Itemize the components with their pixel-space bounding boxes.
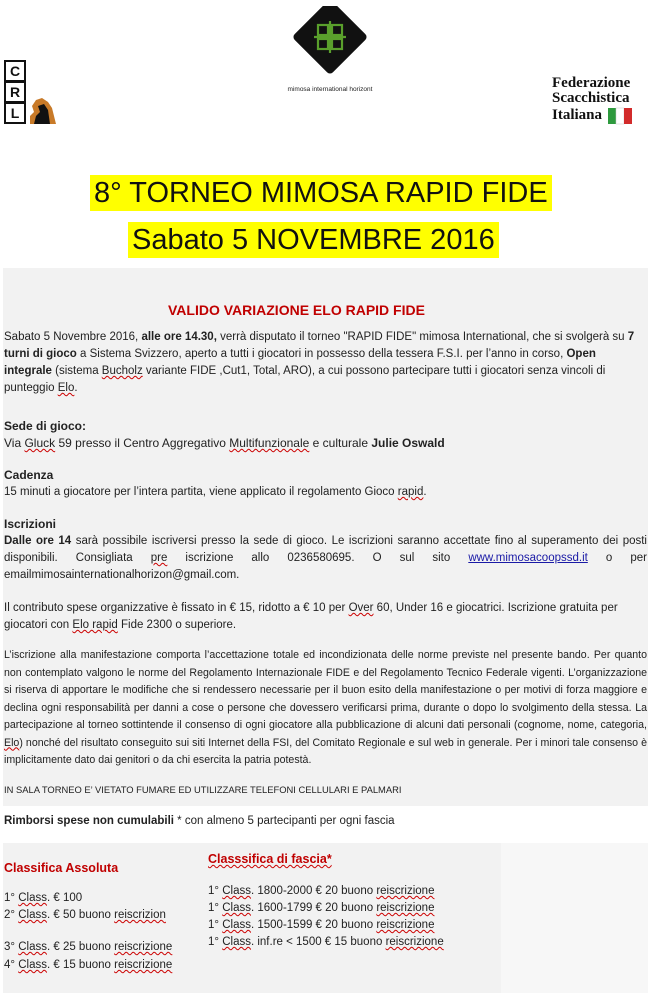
sede-heading: Sede di gioco: bbox=[4, 419, 87, 433]
prize-box-empty bbox=[501, 843, 648, 993]
iscrizioni-heading: Iscrizioni bbox=[4, 517, 57, 531]
norme-paragraph: L’iscrizione alla manifestazione comporta l’accettazione totale ed incondizionata delle norme previste nel presente bando. Per quanto non contemplato valgono le norme del Regolamento Internazionale FIDE e del Regolamento Tecnico Federale vigenti. L’organizzazione si riserva di apportare le modifiche che si rendessero necessarie per il buon esito della manifestazione o per motivi di forza maggiore e declina ogni responsabilità per danni a cose o persone che dovessero verificarsi prima, durante o dopo lo svolgimento della stessa. La partecipazione al torneo sottintende il consenso di ogni giocatore alla pubblicazione di alcuni dati personali (cognome, nome, categoria, Elo) nonché del risultato conseguito sui siti Internet della FSI, del Comitato Regionale e sul web in generale. Per i minori tale consenso è implicitamente dato dai genitori o da chi esercita la patria potestà. bbox=[4, 649, 647, 766]
crl-letter: R bbox=[9, 84, 21, 100]
title-line-1: 8° TORNEO MIMOSA RAPID FIDE bbox=[90, 175, 552, 211]
subtitle: VALIDO VARIAZIONE ELO RAPID FIDE bbox=[168, 302, 425, 318]
divieto-notice: IN SALA TORNEO E’ VIETATO FUMARE ED UTILIZZARE TELEFONI CELLULARI E PALMARI bbox=[4, 784, 402, 795]
contributo-paragraph: Il contributo spese organizzative è fissato in € 15, ridotto a € 10 per Over 60, Under 16 e giocatrici. Iscrizione gratuita per giocatori con Elo rapid Fide 2300 o superiore. bbox=[4, 602, 618, 631]
prize-row: 3° Class. € 25 buono reiscrizione bbox=[4, 941, 173, 953]
sede-paragraph: Via Gluck 59 presso il Centro Aggregativo Multifunzionale e culturale Julie Oswald bbox=[4, 436, 445, 450]
rimborsi-line: Rimborsi spese non cumulabili * con almeno 5 partecipanti per ogni fascia bbox=[4, 815, 395, 827]
crl-letter: L bbox=[10, 105, 20, 121]
prize-row: 4° Class. € 15 buono reiscrizione bbox=[4, 959, 173, 971]
prize-row: 1° Class. inf.re < 1500 € 15 buono reiscrizione bbox=[208, 936, 444, 948]
mimosa-caption: mimosa international horizont bbox=[287, 86, 373, 93]
intro-paragraph: Sabato 5 Novembre 2016, alle ore 14.30, verrà disputato il torneo "RAPID FIDE" mimosa International, che si svolgerà su 7 turni di gioco a Sistema Svizzero, aperto a tutti i giocatori in possesso della tessera F.S.I. per l’anno in corso, Open integrale (sistema Bucholz variante FIDE ,Cut1, Total, ARO), a cui possono partecipare tutti i giocatori senza vincoli di punteggio Elo. bbox=[4, 331, 635, 394]
fsi-line: Federazione bbox=[552, 75, 631, 91]
prize-row: 1° Class. 1500-1599 € 20 buono reiscrizione bbox=[208, 919, 435, 931]
fsi-line: Scacchistica bbox=[552, 90, 630, 106]
italian-flag-icon bbox=[606, 106, 634, 126]
crl-logo bbox=[4, 60, 56, 124]
prize-row: 1° Class. € 100 bbox=[4, 892, 83, 904]
website-link[interactable]: www.mimosacoopssd.it bbox=[468, 552, 588, 564]
cadenza-paragraph: 15 minuti a giocatore per l’intera partita, viene applicato il regolamento Gioco rapid. bbox=[4, 486, 427, 498]
fsi-line: Italiana bbox=[552, 107, 603, 123]
prize-row: 2° Class. € 50 buono reiscrizion bbox=[4, 909, 166, 921]
classifica-assoluta-heading: Classifica Assoluta bbox=[4, 861, 119, 875]
crl-letter: C bbox=[9, 63, 21, 79]
iscrizioni-paragraph: Dalle ore 14 sarà possibile iscriversi presso la sede di gioco. Le iscrizioni saranno accettate fino al superamento dei posti disponibili. Consigliata pre iscrizione allo 0236580695. O sul sito www.mimosacoopssd.it o per emailmimosainternationalhorizon@gmail.com. bbox=[4, 535, 647, 581]
prize-row: 1° Class. 1800-2000 € 20 buono reiscrizione bbox=[208, 885, 435, 897]
classifica-fascia-heading: Classsifica di fascia* bbox=[208, 852, 332, 866]
prize-row: 1° Class. 1600-1799 € 20 buono reiscrizione bbox=[208, 902, 435, 914]
cadenza-heading: Cadenza bbox=[4, 468, 54, 482]
fsi-logo bbox=[552, 76, 644, 132]
title-line-2: Sabato 5 NOVEMBRE 2016 bbox=[128, 222, 499, 258]
mimosa-logo bbox=[285, 6, 375, 96]
